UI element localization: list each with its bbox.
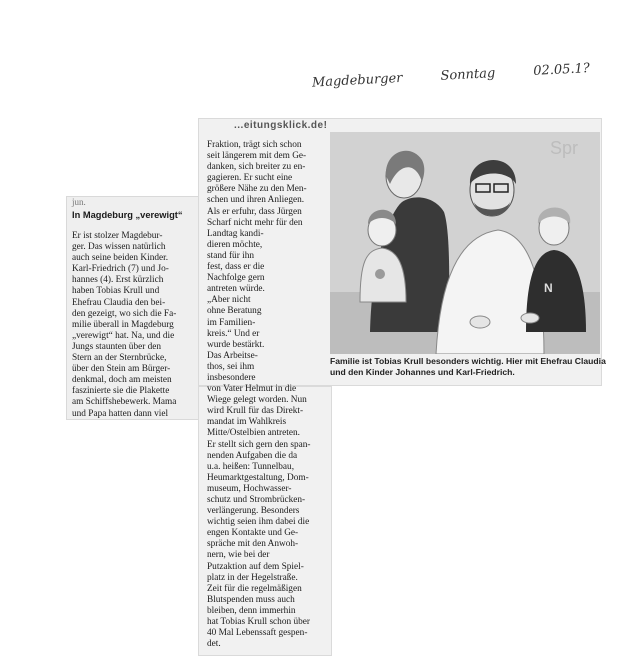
text-line: Stern an der Sternbrücke, bbox=[72, 353, 167, 364]
cut-text-fragment: jun. bbox=[72, 197, 86, 207]
family-photo bbox=[330, 132, 600, 354]
text-line: platz in der Hegelstraße. bbox=[207, 572, 298, 583]
text-line: im Familien- bbox=[207, 317, 256, 328]
text-line: schen und ihren Anliegen. bbox=[207, 195, 305, 206]
text-line: wurde bestärkt. bbox=[207, 339, 265, 350]
text-line: museum, Hochwasser- bbox=[207, 483, 292, 494]
svg-text:N: N bbox=[544, 281, 553, 295]
text-line: det. bbox=[207, 639, 221, 650]
text-line: Blutspenden muss auch bbox=[207, 594, 295, 605]
text-line: hannes (4). Erst kürzlich bbox=[72, 275, 164, 286]
text-line: denkmal, doch am meisten bbox=[72, 375, 172, 386]
text-line: Scharf nicht mehr für den bbox=[207, 217, 303, 228]
text-line: „verewigt“ hat. Na, und die bbox=[72, 330, 175, 341]
text-line: u.a. heißen: Tunnelbau, bbox=[207, 461, 295, 472]
caption-line: Familie ist Tobias Krull besonders wichtig. Hier mit Ehefrau Claudia bbox=[330, 356, 606, 366]
caption-line: und den Kinder Johannes und Karl-Friedrich. bbox=[330, 367, 515, 377]
text-line: stand für ihn bbox=[207, 250, 254, 261]
text-line: haben Tobias Krull und bbox=[72, 286, 160, 297]
text-line: antreten würde. bbox=[207, 284, 265, 295]
text-line: Nachfolge gern bbox=[207, 273, 265, 284]
photo-background-lettering: Spr bbox=[550, 138, 579, 158]
article-subheading: In Magdeburg „verewigt“ bbox=[72, 210, 183, 220]
text-line: 40 Mal Lebenssaft gespen- bbox=[207, 628, 308, 639]
left-article-clipping bbox=[66, 196, 200, 420]
text-line: Er ist stolzer Magdebur- bbox=[72, 231, 163, 241]
text-line: fest, dass er die bbox=[207, 262, 265, 273]
text-line: Ehefrau Claudia den bei- bbox=[72, 297, 166, 308]
text-line: spräche mit den Anwoh- bbox=[207, 539, 299, 550]
text-line: verlängerung. Besonders bbox=[207, 506, 300, 517]
text-line: Er stellt sich gern den span- bbox=[207, 439, 311, 450]
text-line: seit längerem mit dem Ge- bbox=[207, 151, 307, 162]
cut-heading-fragment: ...eitungsklick.de! bbox=[234, 120, 328, 131]
text-line: von Vater Helmut in die bbox=[207, 384, 297, 395]
main-article-body bbox=[207, 140, 325, 650]
text-line: Landtag kandi- bbox=[207, 228, 264, 239]
text-line: bleiben, denn immerhin bbox=[207, 605, 296, 616]
note-newspaper: Magdeburger bbox=[311, 70, 403, 91]
text-line: am Schiffshebewerk. Mama bbox=[72, 397, 177, 408]
left-article-body bbox=[72, 231, 196, 420]
text-line: Zeit für die regelmäßigen bbox=[207, 583, 302, 594]
text-line: Wiege gelegt worden. Nun bbox=[207, 395, 307, 406]
text-line: Karl-Friedrich (7) und Jo- bbox=[72, 264, 169, 275]
text-line: Heumarktgestaltung, Dom- bbox=[207, 472, 309, 483]
text-line: mandat im Wahlkreis bbox=[207, 417, 287, 428]
text-line: den gezeigt, wo sich die Fa- bbox=[72, 308, 177, 319]
text-line: danken, sich breiter zu en- bbox=[207, 162, 306, 173]
text-line: nenden Aufgaben die da bbox=[207, 450, 298, 461]
text-line: milie überall in Magdeburg bbox=[72, 319, 174, 330]
note-date: 02.05.1? bbox=[532, 61, 591, 79]
text-line: über den Stein am Bürger- bbox=[72, 364, 171, 375]
text-line: Als er erfuhr, dass Jürgen bbox=[207, 206, 302, 217]
text-line: dieren möchte, bbox=[207, 239, 263, 250]
text-line: größere Nähe zu den Men- bbox=[207, 184, 307, 195]
text-line: Fraktion, trägt sich schon bbox=[207, 140, 302, 150]
family-photo-illustration bbox=[330, 132, 600, 354]
handwritten-source-note bbox=[312, 60, 603, 97]
photo-caption bbox=[330, 356, 606, 378]
text-line: Putzaktion auf dem Spiel- bbox=[207, 561, 304, 572]
text-line: „Aber nicht bbox=[207, 295, 251, 306]
text-line: ger. Das wissen natürlich bbox=[72, 242, 166, 253]
text-line: insbesondere bbox=[207, 372, 256, 383]
text-line: ohne Beratung bbox=[207, 306, 262, 317]
note-edition: Sonntag bbox=[440, 66, 496, 84]
text-line: faszinierte sie die Plakette bbox=[72, 386, 170, 397]
text-line: und Papa hatten dann viel bbox=[72, 408, 169, 419]
text-line: engen Kontakte und Ge- bbox=[207, 528, 299, 539]
text-line: Mitte/Ostelbien antreten. bbox=[207, 428, 300, 439]
text-line: wichtig seien ihm dabei die bbox=[207, 517, 310, 528]
text-line: hat Tobias Krull schon über bbox=[207, 617, 310, 628]
text-line: kreis.“ Und er bbox=[207, 328, 260, 339]
text-line: schutz und Strombrücken- bbox=[207, 495, 306, 505]
text-line: Jungs staunten über den bbox=[72, 341, 162, 352]
text-line: nern, wie bei der bbox=[207, 550, 270, 561]
text-line: wird Krull für das Direkt- bbox=[207, 406, 304, 417]
text-line: Das Arbeitse- bbox=[207, 350, 258, 361]
text-line: auch seine beiden Kinder. bbox=[72, 253, 169, 264]
text-line: gagieren. Er sucht eine bbox=[207, 173, 293, 184]
text-line: thos, sei ihm bbox=[207, 361, 255, 372]
